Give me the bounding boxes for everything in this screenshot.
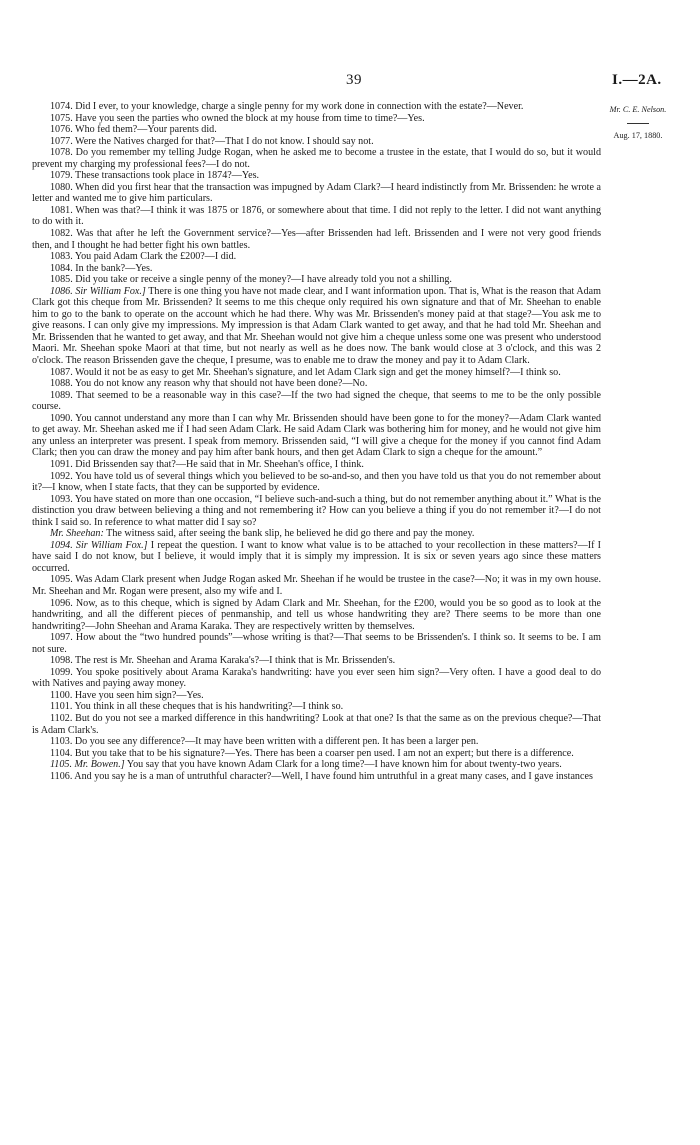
testimony-paragraph: [32, 182, 601, 205]
testimony-paragraph: [32, 390, 601, 413]
paragraph-text: 1080. When did you first hear that the transaction was impugned by Adam Clark?—I heard indistinctly from Mr. Brissenden: he wrote a letter and wanted me to give him particulars.: [32, 181, 601, 205]
speaker-lead: 1105. Mr. Bowen.]: [50, 759, 125, 771]
testimony-paragraph: [32, 413, 601, 459]
paragraph-text: 1106. And you say he is a man of untruthful character?—Well, I have found him untruthful in a great many cases, and I gave instances: [50, 770, 593, 782]
testimony-paragraph: [32, 748, 601, 760]
paragraph-text: There is one thing you have not made clear, and I want information upon. That is, What is the reason that Adam Clark got this cheque from Mr. Brissenden? It seems to me this cheque only required his own signature and that of Mr. Sheehan to enable him to go to the bank to operate on the account which he had there. Why was Mr. Brissenden's money paid at that stage?—You ask me to give reasons. I can only give my impressions. My impression is that Adam Clark wanted to get away, and that he had told Mr. Sheehan and Mr. Brissenden that he wanted to get away, and that Mr. Sheehan would not give him a cheque unless some one was present who understood Maori. Mr. Sheehan spoke Maori at that time, but not nearly as well as he does now. The bank would close at 3 o'clock, and this was 2 o'clock. The reason Brissenden gave the cheque, I presume, was to enable me to draw the money and pay it to Adam Clark.: [32, 285, 601, 367]
paragraph-text: 1095. Was Adam Clark present when Judge Rogan asked Mr. Sheehan if he would be trustee in the case?—No; it was in my own house. Mr. Sheehan and Mr. Rogan were present, also my wife and I.: [32, 574, 601, 597]
paragraph-text: 1093. You have stated on more than one occasion, “I believe such-and-such a thing, but do not remember anything about it.” What is the distinction you draw between believing a thing and not remembering it? How can you believe a thing if you do not remember it?—I do not think I said so. In reference to what matter did I say so?: [32, 493, 601, 528]
paragraph-text: 1076. Who fed them?—Your parents did.: [50, 124, 217, 136]
testimony-paragraph: [32, 736, 601, 748]
paragraph-text: 1084. In the bank?—Yes.: [50, 262, 153, 274]
testimony-paragraph: [32, 667, 601, 690]
testimony-paragraph: [32, 471, 601, 494]
testimony-paragraph: [32, 378, 601, 390]
paragraph-text: 1091. Did Brissenden say that?—He said that in Mr. Sheehan's office, I think.: [50, 458, 364, 470]
paragraph-text: 1081. When was that?—I think it was 1875 or 1876, or somewhere about that time. I did not reply to the letter. I did not want anything to do with it.: [32, 204, 601, 228]
testimony-paragraph: [32, 124, 601, 136]
speaker-lead: 1086. Sir William Fox.]: [50, 285, 146, 297]
testimony-paragraph: [32, 759, 601, 771]
paragraph-text: 1088. You do not know any reason why that should not have been done?—No.: [50, 378, 368, 390]
paragraph-text: 1104. But you take that to be his signature?—Yes. There has been a coarser pen used. I am not an expert; but there is a difference.: [50, 747, 574, 759]
testimony-paragraph: [32, 771, 601, 783]
testimony-paragraph: [32, 101, 601, 113]
paragraph-text: 1092. You have told us of several things which you believed to be so-and-so, and then you have told us that you do not remember about it?—I know, when I state facts, that they can be supported by evidence.: [32, 470, 601, 494]
paragraph-text: 1090. You cannot understand any more than I can why Mr. Brissenden should have been gone to for the money?—Adam Clark wanted to get away. Mr. Sheehan asked me if I had seen Adam Clark. He said Adam Clark was bothering him for money, and he would not give him any unless an interpreter was present. I speak from memory. Brissenden said, “I will give a cheque for the money if you cannot find Adam Clark; then you can draw the money and pay him after bank hours, and then get Adam Clark to sign a cheque for the amount.”: [32, 412, 601, 459]
paragraph-text: The witness said, after seeing the bank slip, he believed he did go there and pay the money.: [106, 528, 475, 540]
paragraph-text: 1074. Did I ever, to your knowledge, charge a single penny for my work done in connection with the estate?—Never.: [50, 101, 524, 112]
paragraph-text: 1102. But do you not see a marked difference in this handwriting? Look at that one? Is that the same as on the previous cheque?—That is Adam Clark's.: [32, 712, 601, 736]
paragraph-text: 1096. Now, as to this cheque, which is signed by Adam Clark and Mr. Sheehan, for the £200, would you be so good as to look at the handwriting, and all the different pieces of penmanship, and tell us whose handwriting they are? There seems to be more than one handwriting?—John Sheehan and Arama Karaka. They are respectively written by themselves.: [32, 597, 601, 632]
paragraph-text: 1089. That seemed to be a reasonable way in this case?—If the two had signed the cheque, that seems to me to be the only possible course.: [32, 389, 601, 413]
testimony-paragraph: [32, 598, 601, 633]
paragraph-text: 1101. You think in all these cheques that is his handwriting?—I think so.: [50, 701, 344, 713]
paragraph-text: 1079. These transactions took place in 1874?—Yes.: [50, 170, 260, 182]
speaker-lead: 1094. Sir William Fox.]: [50, 539, 148, 551]
paragraph-text: 1082. Was that after he left the Government service?—Yes—after Brissenden had left. Brissenden and I were not very good friends then, and I thought he had better fight his own battles.: [32, 228, 601, 251]
paragraph-text: 1103. Do you see any difference?—It may have been written with a different pen. It has been a larger pen.: [50, 736, 479, 748]
testimony-paragraph: [32, 632, 601, 655]
testimony-paragraph: [32, 147, 601, 170]
testimony-paragraph: [32, 574, 601, 597]
marginal-note: [603, 104, 673, 141]
speaker-lead: Mr. Sheehan:: [50, 528, 104, 540]
testimony-paragraph: [32, 228, 601, 251]
testimony-paragraph: [32, 113, 601, 125]
witness-name: Mr. C. E. Nelson.: [609, 105, 667, 114]
testimony-paragraph: [32, 494, 601, 529]
testimony-paragraph: [32, 263, 601, 275]
paragraph-text: 1097. How about the “two hundred pounds”—whose writing is that?—That seems to be Brissenden's. I think so. It seems to be. I am not sure.: [32, 632, 601, 655]
hearing-date: Aug. 17, 1880.: [613, 131, 663, 140]
testimony-paragraph: [32, 251, 601, 263]
paragraph-text: 1075. Have you seen the parties who owned the block at my house from time to time?—Yes.: [50, 112, 425, 124]
paragraph-text: 1077. Were the Natives charged for that?—That I do not know. I should say not.: [50, 135, 374, 147]
paragraph-text: 1098. The rest is Mr. Sheehan and Arama Karaka's?—I think that is Mr. Brissenden's.: [50, 655, 396, 667]
testimony-paragraph: [32, 690, 601, 702]
testimony-paragraph: [32, 205, 601, 228]
paragraph-text: 1100. Have you seen him sign?—Yes.: [50, 689, 204, 701]
paragraph-text: You say that you have known Adam Clark for a long time?—I have known him for about twenty-two years.: [126, 759, 562, 771]
testimony-paragraph: [32, 655, 601, 667]
testimony-paragraph: [32, 170, 601, 182]
page-reference: I.—2A.: [612, 72, 662, 88]
testimony-paragraph: [32, 701, 601, 713]
testimony-paragraph: [32, 540, 601, 575]
testimony-paragraph: [32, 528, 601, 540]
paragraph-text: 1083. You paid Adam Clark the £200?—I did.: [50, 251, 237, 263]
paragraph-text: 1099. You spoke positively about Arama Karaka's handwriting: have you ever seen him sign?—Very often. I have a good deal to do with Natives and paying away money.: [32, 666, 601, 690]
page-number: 39: [346, 72, 362, 88]
testimony-paragraph: [32, 367, 601, 379]
paragraph-text: 1087. Would it not be as easy to get Mr. Sheehan's signature, and let Adam Clark sign and get the money himself?—I think so.: [50, 366, 561, 378]
testimony-paragraph: [32, 136, 601, 148]
paragraph-text: 1085. Did you take or receive a single penny of the money?—I have already told you not a shilling.: [50, 274, 452, 286]
testimony-paragraph: [32, 713, 601, 736]
testimony-paragraph: [32, 274, 601, 286]
divider: [627, 123, 649, 124]
testimony-paragraph: [32, 459, 601, 471]
paragraph-text: I repeat the question. I want to know what value is to be attached to your recollection in these matters?—If I have said I do not know, but I believe, it would imply that it is simply my impression. It is six or seven years ago since these matters occurred.: [32, 539, 602, 574]
testimony-body: [32, 101, 601, 782]
paragraph-text: 1078. Do you remember my telling Judge Rogan, when he asked me to become a trustee in the estate, that I would do so, but it would prevent my charging my professional fees?—I do not.: [32, 147, 601, 170]
testimony-paragraph: [32, 286, 601, 367]
